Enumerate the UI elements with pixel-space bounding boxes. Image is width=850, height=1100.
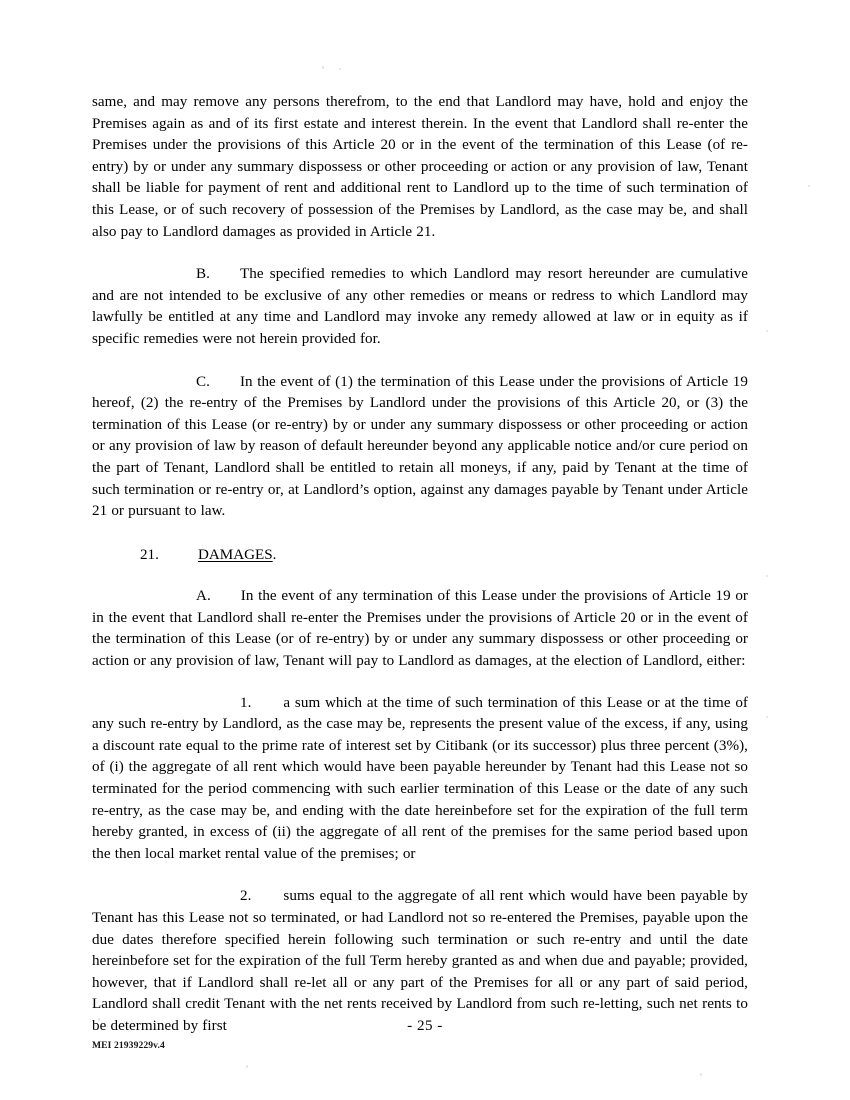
list-item-2-label: 2. xyxy=(240,888,252,905)
page-number: - 25 - xyxy=(407,1018,443,1034)
paragraph-21-a xyxy=(92,586,748,672)
paragraph-c xyxy=(92,372,748,523)
section-title-period: . xyxy=(272,546,277,563)
paragraph-c-text: In the event of (1) the termination of this Lease under the provisions of Article 19 hereof, (2) the re-entry of the Premises by Landlord under the provisions of this Article 20, or (3) the termination of this Lease (or re-entry) by or under any summary dispossess or other proceeding or action or any provision of law by reason of default hereunder beyond any applicable notice and/or cure period on the part of Tenant, Landlord shall be entitled to retain all moneys, if any, paid by Tenant at the time of such termination or re-entry or, at Landlord’s option, against any damages payable by Tenant under Article 21 or pursuant to law. xyxy=(92,373,748,520)
scan-artifact xyxy=(700,1073,702,1076)
list-item-1-text: a sum which at the time of such termination of this Lease or at the time of any such re-entry by Landlord, as the case may be, represents the present value of the excess, if any, using a discount rate equal to the prime rate of interest set by Citibank (or its successor) plus three percent (3%), of (i) the aggregate of all rent which would have been payable hereunder by Tenant had this Lease not so terminated for the period commencing with such earlier termination of this Lease or the date of any such re-entry, as the case may be, and ending with the date hereinbefore set for the expiration of the full term hereby granted, in excess of (ii) the aggregate of all rent of the premises for the same period based upon the then local market rental value of the premises; or xyxy=(92,694,748,862)
section-title: DAMAGES xyxy=(198,546,273,563)
paragraph-21-a-label: A. xyxy=(196,588,211,605)
paragraph-b-text: The specified remedies to which Landlord may resort hereunder are cumulative and are not intended to be exclusive of any other remedies or means or redress to which Landlord may lawfully be entitled at any time and Landlord may invoke any remedy allowed at law or in equity as if specific remedies were not herein provided for. xyxy=(92,266,748,347)
scan-artifact xyxy=(766,575,768,577)
paragraph-21-a-text: In the event of any termination of this Lease under the provisions of Article 19 or in the event that Landlord shall re-enter the Premises under the provisions of Article 20 or in the event of the termination of this Lease (or of re-entry) by or under any summary dispossess or other proceeding or action or any provision of law, Tenant will pay to Landlord as damages, at the election of Landlord, either: xyxy=(92,588,748,670)
scan-artifact xyxy=(808,185,810,187)
scan-artifact xyxy=(339,68,341,70)
paragraph-b-label: B. xyxy=(196,266,210,283)
list-item-1-label: 1. xyxy=(240,694,252,711)
scan-artifact xyxy=(766,716,768,718)
paragraph-c-label: C. xyxy=(196,373,210,390)
document-body xyxy=(92,92,748,1058)
list-item-1 xyxy=(92,693,748,866)
scan-artifact xyxy=(322,66,324,69)
section-heading-21 xyxy=(92,545,748,567)
paragraph-continued: same, and may remove any persons therefrom, to the end that Landlord may have, hold and enjoy the Premises again as and of its first estate and interest therein. In the event that Landlord shall re-enter the Premises under the provisions of this Article 20 or in the event of the termination of this Lease (of re-entry) by or under any summary dispossess or other proceeding or action or any provision of law, Tenant shall be liable for payment of rent and additional rent to Landlord up to the time of such termination of this Lease, or of such recovery of possession of the Premises by Landlord, as the case may be, and shall also pay to Landlord damages as provided in Article 21. xyxy=(92,94,748,240)
section-number: 21. xyxy=(140,546,159,563)
scan-artifact xyxy=(766,330,768,332)
page-footer xyxy=(0,1012,850,1072)
paragraph-b xyxy=(92,264,748,350)
document-reference-stamp: MEI 21939229v.4 xyxy=(92,1040,165,1051)
list-item-2-text: sums equal to the aggregate of all rent which would have been payable by Tenant has this Lease not so terminated, or had Landlord not so re-entered the Premises, payable upon the due dates therefore specified herein following such termination or such re-entry and until the date hereinbefore set for the expiration of the full Term hereby granted as and when due and payable; provided, however, that if Landlord shall re-let all or any part of the Premises for all or any part of said period, Landlord shall credit Tenant with the net rents received by Landlord from such re-letting, such net rents to be determined by first xyxy=(92,888,748,1034)
